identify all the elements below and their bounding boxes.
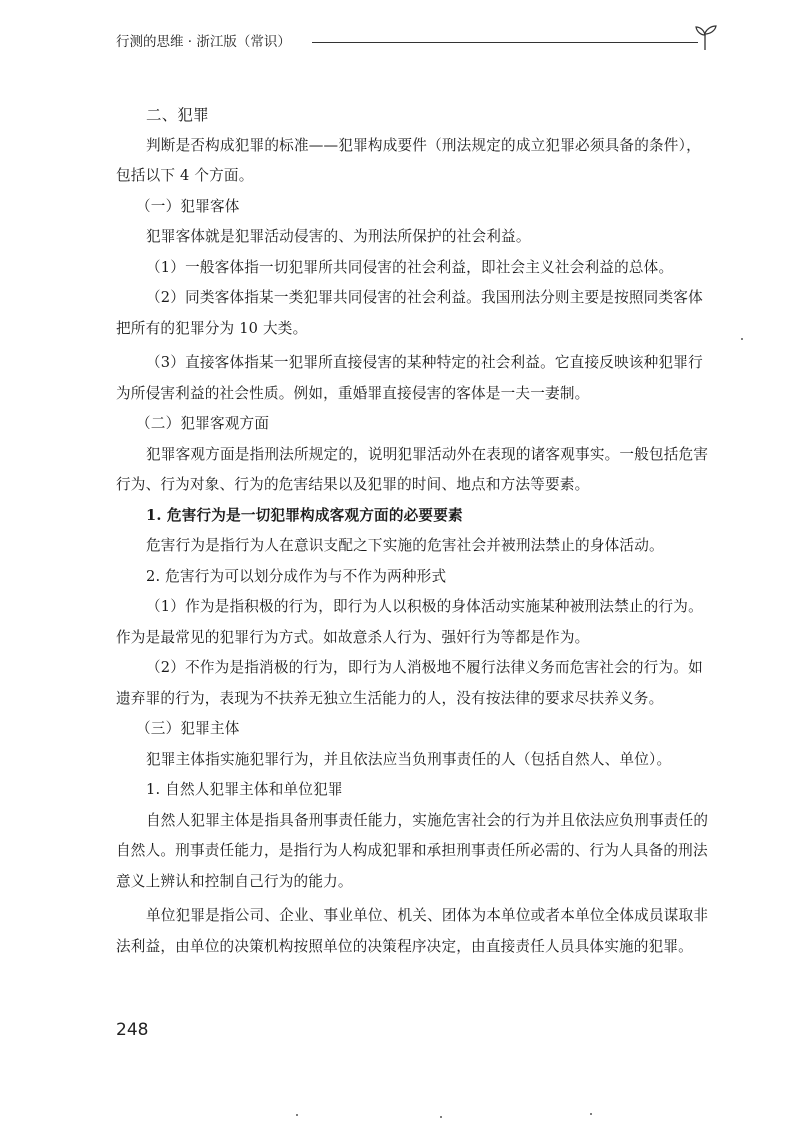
paragraph-general-object: （1）一般客体指一切犯罪所共同侵害的社会利益，即社会主义社会利益的总体。 — [146, 258, 674, 276]
point-act-forms: 2. 危害行为可以划分成作为与不作为两种形式 — [146, 567, 447, 585]
heading-crime-subject: （三）犯罪主体 — [136, 720, 240, 737]
sprout-icon — [692, 22, 718, 52]
page-number: 248 — [116, 1020, 149, 1040]
section-title: 二、犯罪 — [146, 106, 209, 124]
paragraph-natural-person: 自然人犯罪主体是指具备刑事责任能力，实施危害社会的行为并且依法应负刑事责任的自然人。刑事责任能力，是指行为人构成犯罪和承担刑事责任所必需的、行为人具备的刑法意义上辨认和控制自己行为的能力。 — [116, 811, 709, 890]
point-harmful-act: 1. 危害行为是一切犯罪构成客观方面的必要要素 — [146, 506, 463, 524]
point-natural-and-unit: 1. 自然人犯罪主体和单位犯罪 — [146, 781, 343, 798]
paragraph-object-definition: 犯罪客体就是犯罪活动侵害的、为刑法所保护的社会利益。 — [146, 228, 531, 245]
paragraph-omission: （2）不作为是指消极的行为，即行为人消极地不履行法律义务而危害社会的行为。如遗弃罪的行为，表现为不扶养无独立生活能力的人，没有按法律的要求尽扶养义务。 — [116, 659, 703, 707]
paragraph-harmful-act-definition: 危害行为是指行为人在意识支配之下实施的危害社会并被刑法禁止的身体活动。 — [146, 537, 664, 554]
paragraph-direct-object: （3）直接客体指某一犯罪所直接侵害的某种特定的社会利益。它直接反映该种犯罪行为所侵害利益的社会性质。例如，重婚罪直接侵害的客体是一夫一妻制。 — [116, 354, 703, 402]
page-body — [116, 100, 711, 962]
running-header — [116, 28, 712, 56]
paragraph-same-class-object: （2）同类客体指某一类犯罪共同侵害的社会利益。我国刑法分则主要是按照同类客体把所有的犯罪分为 10 大类。 — [116, 289, 703, 337]
heading-crime-object: （一）犯罪客体 — [136, 197, 240, 215]
scan-speck — [590, 1113, 592, 1115]
heading-objective-aspect: （二）犯罪客观方面 — [136, 415, 270, 432]
paragraph-subject-definition: 犯罪主体指实施犯罪行为，并且依法应当负刑事责任的人（包括自然人、单位）。 — [146, 750, 672, 768]
scan-speck — [296, 1114, 298, 1116]
paragraph-intro: 判断是否构成犯罪的标准——犯罪构成要件（刑法规定的成立犯罪必须具备的条件），包括以下 4 个方面。 — [116, 136, 701, 184]
paragraph-objective-definition: 犯罪客观方面是指刑法所规定的，说明犯罪活动外在表现的诸客观事实。一般包括危害行为、行为对象、行为的危害结果以及犯罪的时间、地点和方法等要素。 — [116, 445, 709, 493]
header-rule — [312, 42, 698, 43]
header-title: 行测的思维 · 浙江版（常识） — [116, 34, 291, 50]
paragraph-unit-crime: 单位犯罪是指公司、企业、事业单位、机关、团体为本单位或者本单位全体成员谋取非法利益，由单位的决策机构按照单位的决策程序决定，由直接责任人员具体实施的犯罪。 — [116, 907, 709, 955]
scan-speck — [440, 1116, 442, 1118]
paragraph-commission: （1）作为是指积极的行为，即行为人以积极的身体活动实施某种被刑法禁止的行为。作为是最常见的犯罪行为方式。如故意杀人行为、强奸行为等都是作为。 — [116, 598, 703, 646]
scan-speck — [741, 338, 743, 340]
